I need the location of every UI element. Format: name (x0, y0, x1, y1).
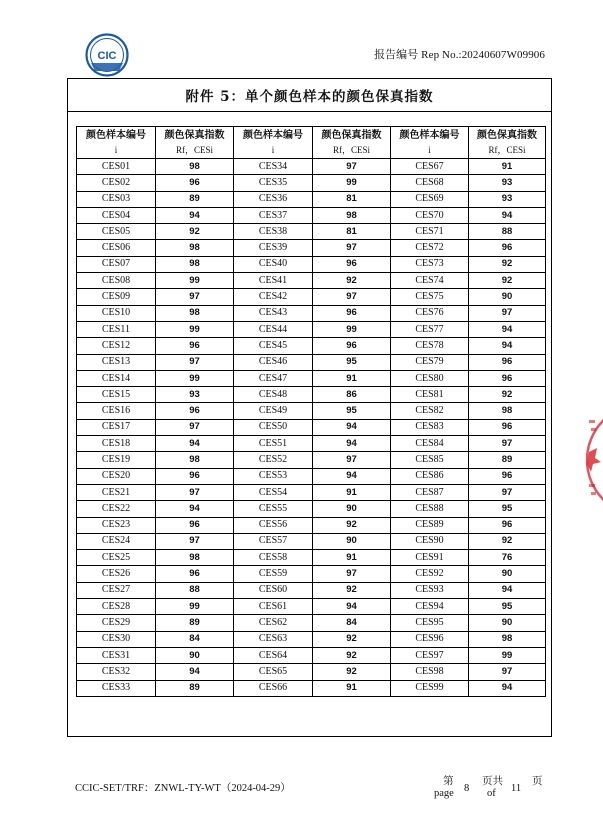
fidelity-value-cell: 94 (469, 338, 546, 354)
fidelity-value-cell: 96 (313, 338, 391, 354)
fidelity-value-cell: 98 (156, 452, 234, 468)
table-row (77, 647, 546, 663)
fidelity-value-cell: 90 (469, 566, 546, 582)
of-label: of (487, 788, 496, 799)
sample-code-cell: CES86 (391, 468, 469, 484)
sample-code-cell: CES84 (391, 436, 469, 452)
sample-code-cell: CES15 (77, 387, 156, 403)
fidelity-value-cell: 86 (313, 387, 391, 403)
fidelity-value-cell: 99 (313, 175, 391, 191)
sample-code-cell: CES78 (391, 338, 469, 354)
sample-code-cell: CES31 (77, 647, 156, 663)
sample-code-cell: CES91 (391, 550, 469, 566)
sample-code-cell: CES57 (234, 533, 313, 549)
table-row (77, 550, 546, 566)
sample-code-cell: CES25 (77, 550, 156, 566)
fidelity-value-cell: 91 (313, 550, 391, 566)
ccic-logo (85, 33, 129, 77)
fidelity-table (76, 126, 546, 697)
table-row (77, 582, 546, 598)
fidelity-value-cell: 96 (313, 305, 391, 321)
table-row (77, 566, 546, 582)
fidelity-value-cell: 92 (313, 664, 391, 680)
fidelity-value-cell: 95 (313, 354, 391, 370)
sample-code-cell: CES28 (77, 599, 156, 615)
fidelity-value-cell: 96 (156, 468, 234, 484)
fidelity-value-cell: 98 (156, 550, 234, 566)
sample-code-cell: CES35 (234, 175, 313, 191)
fidelity-value-cell: 97 (469, 484, 546, 500)
header-value: 颜色保真指数 Rf，CESi (156, 127, 234, 159)
fidelity-value-cell: 76 (469, 550, 546, 566)
total-pages: 11 (511, 783, 522, 794)
fidelity-value-cell: 90 (469, 615, 546, 631)
fidelity-value-cell: 99 (469, 647, 546, 663)
fidelity-value-cell: 94 (313, 468, 391, 484)
sample-code-cell: CES67 (391, 159, 469, 175)
fidelity-value-cell: 88 (156, 582, 234, 598)
sample-code-cell: CES94 (391, 599, 469, 615)
fidelity-value-cell: 96 (469, 419, 546, 435)
sample-code-cell: CES40 (234, 256, 313, 272)
fidelity-value-cell: 99 (313, 321, 391, 337)
fidelity-value-cell: 93 (469, 175, 546, 191)
page-number: 8 (464, 783, 470, 794)
sample-code-cell: CES04 (77, 207, 156, 223)
table-row (77, 224, 546, 240)
fidelity-value-cell: 91 (469, 159, 546, 175)
fidelity-value-cell: 94 (469, 680, 546, 696)
fidelity-value-cell: 96 (469, 354, 546, 370)
header-code: 颜色样本编号 i (234, 127, 313, 159)
logo-text: CIC (97, 50, 117, 62)
fidelity-value-cell: 97 (313, 452, 391, 468)
fidelity-value-cell: 94 (469, 321, 546, 337)
fidelity-value-cell: 97 (469, 436, 546, 452)
sample-code-cell: CES81 (391, 387, 469, 403)
sample-code-cell: CES66 (234, 680, 313, 696)
fidelity-value-cell: 97 (313, 159, 391, 175)
sample-code-cell: CES95 (391, 615, 469, 631)
sample-code-cell: CES43 (234, 305, 313, 321)
sample-code-cell: CES45 (234, 338, 313, 354)
table-row (77, 191, 546, 207)
fidelity-value-cell: 95 (313, 403, 391, 419)
fidelity-value-cell: 94 (469, 582, 546, 598)
sample-code-cell: CES21 (77, 484, 156, 500)
sample-code-cell: CES33 (77, 680, 156, 696)
fidelity-value-cell: 97 (313, 289, 391, 305)
fidelity-value-cell: 96 (313, 256, 391, 272)
fidelity-value-cell: 89 (156, 191, 234, 207)
sample-code-cell: CES90 (391, 533, 469, 549)
sample-code-cell: CES08 (77, 273, 156, 289)
table-row (77, 256, 546, 272)
sample-code-cell: CES75 (391, 289, 469, 305)
page-total-cn: 页共 (482, 776, 503, 787)
sample-code-cell: CES58 (234, 550, 313, 566)
sample-code-cell: CES93 (391, 582, 469, 598)
sample-code-cell: CES98 (391, 664, 469, 680)
table-row (77, 354, 546, 370)
sample-code-cell: CES73 (391, 256, 469, 272)
sample-code-cell: CES06 (77, 240, 156, 256)
sample-code-cell: CES54 (234, 484, 313, 500)
sample-code-cell: CES22 (77, 501, 156, 517)
fidelity-value-cell: 90 (313, 501, 391, 517)
seal-stamp (583, 400, 603, 520)
sample-code-cell: CES26 (77, 566, 156, 582)
fidelity-value-cell: 96 (469, 370, 546, 386)
sample-code-cell: CES63 (234, 631, 313, 647)
fidelity-value-cell: 92 (469, 533, 546, 549)
table-row (77, 273, 546, 289)
sample-code-cell: CES07 (77, 256, 156, 272)
fidelity-value-cell: 97 (313, 240, 391, 256)
fidelity-value-cell: 98 (469, 403, 546, 419)
table-row (77, 436, 546, 452)
table-row (77, 240, 546, 256)
sample-code-cell: CES52 (234, 452, 313, 468)
fidelity-value-cell: 90 (469, 289, 546, 305)
fidelity-value-cell: 84 (156, 631, 234, 647)
fidelity-value-cell: 98 (313, 207, 391, 223)
fidelity-value-cell: 98 (156, 256, 234, 272)
fidelity-value-cell: 98 (156, 240, 234, 256)
sample-code-cell: CES87 (391, 484, 469, 500)
table-row (77, 484, 546, 500)
sample-code-cell: CES74 (391, 273, 469, 289)
fidelity-value-cell: 92 (313, 273, 391, 289)
fidelity-value-cell: 95 (469, 599, 546, 615)
fidelity-value-cell: 97 (156, 533, 234, 549)
table-row (77, 680, 546, 696)
fidelity-value-cell: 81 (313, 191, 391, 207)
sample-code-cell: CES64 (234, 647, 313, 663)
fidelity-value-cell: 99 (156, 599, 234, 615)
sample-code-cell: CES65 (234, 664, 313, 680)
fidelity-value-cell: 91 (313, 484, 391, 500)
header-value: 颜色保真指数 Rf，CESi (313, 127, 391, 159)
fidelity-value-cell: 97 (313, 566, 391, 582)
sample-code-cell: CES23 (77, 517, 156, 533)
fidelity-value-cell: 94 (313, 599, 391, 615)
sample-code-cell: CES88 (391, 501, 469, 517)
table-row (77, 338, 546, 354)
fidelity-value-cell: 89 (156, 615, 234, 631)
sample-code-cell: CES55 (234, 501, 313, 517)
page-ye: 页 (532, 776, 543, 787)
sample-code-cell: CES10 (77, 305, 156, 321)
table-row (77, 159, 546, 175)
fidelity-value-cell: 96 (156, 403, 234, 419)
page-label: page (434, 788, 454, 799)
fidelity-value-cell: 96 (469, 517, 546, 533)
fidelity-value-cell: 94 (313, 419, 391, 435)
table-row (77, 599, 546, 615)
fidelity-value-cell: 94 (156, 207, 234, 223)
table-row (77, 305, 546, 321)
sample-code-cell: CES61 (234, 599, 313, 615)
fidelity-value-cell: 92 (156, 224, 234, 240)
header-value: 颜色保真指数 Rf，CESi (469, 127, 546, 159)
fidelity-value-cell: 90 (156, 647, 234, 663)
sample-code-cell: CES50 (234, 419, 313, 435)
fidelity-value-cell: 97 (156, 354, 234, 370)
fidelity-value-cell: 92 (469, 273, 546, 289)
fidelity-value-cell: 97 (469, 305, 546, 321)
table-row (77, 631, 546, 647)
table-header-row (77, 127, 546, 159)
sample-code-cell: CES71 (391, 224, 469, 240)
fidelity-value-cell: 92 (469, 387, 546, 403)
sample-code-cell: CES48 (234, 387, 313, 403)
fidelity-value-cell: 93 (156, 387, 234, 403)
sample-code-cell: CES13 (77, 354, 156, 370)
fidelity-value-cell: 94 (313, 436, 391, 452)
sample-code-cell: CES47 (234, 370, 313, 386)
sample-code-cell: CES83 (391, 419, 469, 435)
sample-code-cell: CES32 (77, 664, 156, 680)
page-di: 第 (443, 776, 454, 787)
fidelity-value-cell: 94 (156, 501, 234, 517)
sample-code-cell: CES79 (391, 354, 469, 370)
sample-code-cell: CES59 (234, 566, 313, 582)
sample-code-cell: CES44 (234, 321, 313, 337)
fidelity-value-cell: 96 (156, 338, 234, 354)
fidelity-value-cell: 97 (156, 484, 234, 500)
sample-code-cell: CES27 (77, 582, 156, 598)
sample-code-cell: CES82 (391, 403, 469, 419)
table-title: 附件 5：单个颜色样本的颜色保真指数 (68, 79, 551, 112)
table-body (77, 159, 546, 697)
sample-code-cell: CES38 (234, 224, 313, 240)
table-row (77, 175, 546, 191)
sample-code-cell: CES11 (77, 321, 156, 337)
fidelity-value-cell: 93 (469, 191, 546, 207)
sample-code-cell: CES20 (77, 468, 156, 484)
sample-code-cell: CES96 (391, 631, 469, 647)
sample-code-cell: CES53 (234, 468, 313, 484)
table-row (77, 321, 546, 337)
sample-code-cell: CES24 (77, 533, 156, 549)
sample-code-cell: CES19 (77, 452, 156, 468)
fidelity-value-cell: 99 (156, 321, 234, 337)
annex-frame (67, 78, 552, 737)
fidelity-value-cell: 96 (469, 468, 546, 484)
fidelity-value-cell: 98 (156, 159, 234, 175)
fidelity-value-cell: 94 (156, 436, 234, 452)
fidelity-value-cell: 94 (469, 207, 546, 223)
header-code: 颜色样本编号 i (77, 127, 156, 159)
fidelity-value-cell: 91 (313, 680, 391, 696)
sample-code-cell: CES39 (234, 240, 313, 256)
fidelity-value-cell: 92 (313, 631, 391, 647)
table-row (77, 664, 546, 680)
fidelity-value-cell: 96 (156, 175, 234, 191)
table-row (77, 501, 546, 517)
sample-code-cell: CES46 (234, 354, 313, 370)
fidelity-value-cell: 96 (156, 517, 234, 533)
sample-code-cell: CES05 (77, 224, 156, 240)
sample-code-cell: CES80 (391, 370, 469, 386)
sample-code-cell: CES36 (234, 191, 313, 207)
sample-code-cell: CES18 (77, 436, 156, 452)
fidelity-value-cell: 88 (469, 224, 546, 240)
fidelity-value-cell: 97 (156, 289, 234, 305)
sample-code-cell: CES29 (77, 615, 156, 631)
table-row (77, 517, 546, 533)
table-row (77, 387, 546, 403)
table-row (77, 468, 546, 484)
fidelity-value-cell: 97 (469, 664, 546, 680)
fidelity-value-cell: 97 (156, 419, 234, 435)
sample-code-cell: CES51 (234, 436, 313, 452)
sample-code-cell: CES92 (391, 566, 469, 582)
fidelity-value-cell: 99 (156, 370, 234, 386)
sample-code-cell: CES99 (391, 680, 469, 696)
fidelity-value-cell: 95 (469, 501, 546, 517)
fidelity-value-cell: 84 (313, 615, 391, 631)
table-row (77, 207, 546, 223)
header-code: 颜色样本编号 i (391, 127, 469, 159)
sample-code-cell: CES76 (391, 305, 469, 321)
table-row (77, 289, 546, 305)
sample-code-cell: CES97 (391, 647, 469, 663)
fidelity-value-cell: 81 (313, 224, 391, 240)
fidelity-value-cell: 91 (313, 370, 391, 386)
table-row (77, 452, 546, 468)
fidelity-value-cell: 98 (156, 305, 234, 321)
sample-code-cell: CES30 (77, 631, 156, 647)
sample-code-cell: CES69 (391, 191, 469, 207)
table-row (77, 419, 546, 435)
fidelity-value-cell: 92 (313, 517, 391, 533)
sample-code-cell: CES37 (234, 207, 313, 223)
form-code: CCIC-SET/TRF：ZNWL-TY-WT（2024-04-29） (75, 783, 291, 794)
sample-code-cell: CES62 (234, 615, 313, 631)
sample-code-cell: CES17 (77, 419, 156, 435)
sample-code-cell: CES56 (234, 517, 313, 533)
sample-code-cell: CES60 (234, 582, 313, 598)
sample-code-cell: CES77 (391, 321, 469, 337)
sample-code-cell: CES14 (77, 370, 156, 386)
sample-code-cell: CES03 (77, 191, 156, 207)
sample-code-cell: CES85 (391, 452, 469, 468)
sample-code-cell: CES02 (77, 175, 156, 191)
sample-code-cell: CES41 (234, 273, 313, 289)
sample-code-cell: CES16 (77, 403, 156, 419)
table-row (77, 615, 546, 631)
sample-code-cell: CES01 (77, 159, 156, 175)
sample-code-cell: CES68 (391, 175, 469, 191)
fidelity-value-cell: 96 (156, 566, 234, 582)
table-row (77, 370, 546, 386)
fidelity-value-cell: 99 (156, 273, 234, 289)
sample-code-cell: CES09 (77, 289, 156, 305)
fidelity-value-cell: 96 (469, 240, 546, 256)
fidelity-value-cell: 89 (469, 452, 546, 468)
sample-code-cell: CES34 (234, 159, 313, 175)
table-row (77, 533, 546, 549)
fidelity-value-cell: 89 (156, 680, 234, 696)
fidelity-value-cell: 90 (313, 533, 391, 549)
report-number: 报告编号 Rep No.:20240607W09906 (373, 49, 545, 61)
fidelity-value-cell: 98 (469, 631, 546, 647)
table-row (77, 403, 546, 419)
sample-code-cell: CES72 (391, 240, 469, 256)
sample-code-cell: CES89 (391, 517, 469, 533)
sample-code-cell: CES49 (234, 403, 313, 419)
fidelity-value-cell: 94 (156, 664, 234, 680)
fidelity-value-cell: 92 (313, 582, 391, 598)
sample-code-cell: CES12 (77, 338, 156, 354)
sample-code-cell: CES42 (234, 289, 313, 305)
fidelity-value-cell: 92 (469, 256, 546, 272)
sample-code-cell: CES70 (391, 207, 469, 223)
fidelity-value-cell: 92 (313, 647, 391, 663)
